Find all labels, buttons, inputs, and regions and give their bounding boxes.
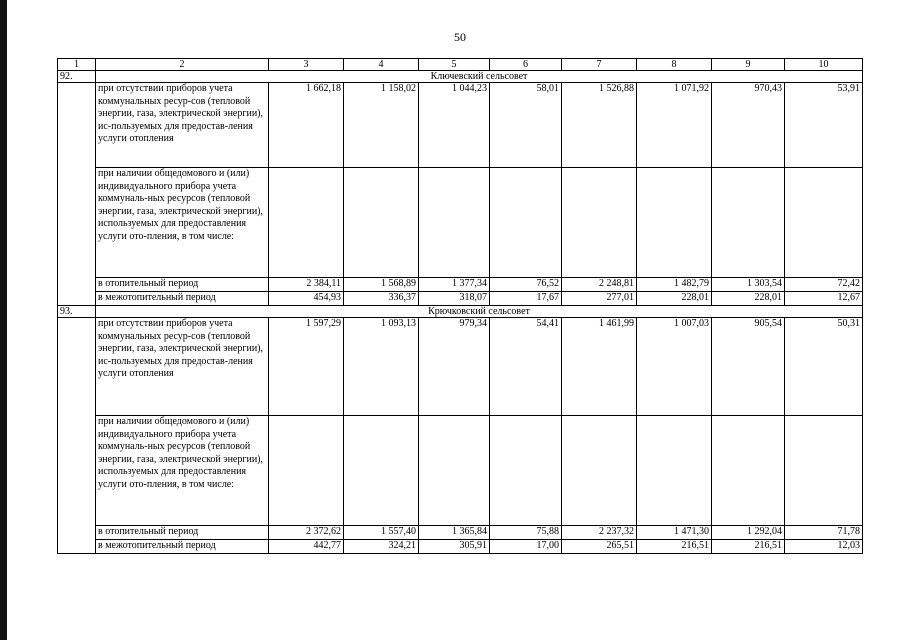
- value-cell: [562, 168, 637, 278]
- value-cell: 979,34: [419, 318, 490, 416]
- section-name: Крючковский сельсовет: [96, 306, 863, 318]
- row-number-cell: [58, 318, 96, 554]
- row-description: в отопительный период: [96, 278, 269, 292]
- value-cell: 1 482,79: [637, 278, 712, 292]
- value-cell: 2 372,62: [269, 526, 344, 540]
- value-cell: 905,54: [712, 318, 785, 416]
- value-cell: 17,00: [490, 540, 562, 554]
- value-cell: 1 471,30: [637, 526, 712, 540]
- value-cell: 216,51: [637, 540, 712, 554]
- table-row: [58, 278, 863, 292]
- column-number: 5: [419, 59, 490, 71]
- value-cell: [269, 168, 344, 278]
- value-cell: [562, 416, 637, 526]
- column-number: 6: [490, 59, 562, 71]
- value-cell: 970,43: [712, 83, 785, 168]
- column-number-row: [58, 59, 863, 71]
- value-cell: 72,42: [785, 278, 863, 292]
- column-number: 4: [344, 59, 419, 71]
- value-cell: 1 377,34: [419, 278, 490, 292]
- value-cell: 1 007,03: [637, 318, 712, 416]
- value-cell: [785, 168, 863, 278]
- value-cell: 1 557,40: [344, 526, 419, 540]
- value-cell: 228,01: [712, 292, 785, 306]
- value-cell: 1 071,92: [637, 83, 712, 168]
- column-number: 3: [269, 59, 344, 71]
- value-cell: [490, 416, 562, 526]
- column-number: 1: [58, 59, 96, 71]
- column-number: 10: [785, 59, 863, 71]
- value-cell: 324,21: [344, 540, 419, 554]
- section-header: [58, 306, 863, 318]
- scan-edge: [0, 0, 7, 640]
- value-cell: [490, 168, 562, 278]
- row-description: при наличии общедомового и (или) индивидуального прибора учета коммуналь-ных ресурсов (тепловой энергии, газа, электрической энергии), используемых для предоставления услуги ото-пления, в том числе:: [96, 416, 269, 526]
- value-cell: 53,91: [785, 83, 863, 168]
- value-cell: 1 597,29: [269, 318, 344, 416]
- value-cell: [785, 416, 863, 526]
- value-cell: 1 461,99: [562, 318, 637, 416]
- value-cell: 1 662,18: [269, 83, 344, 168]
- value-cell: 12,03: [785, 540, 863, 554]
- value-cell: 2 248,81: [562, 278, 637, 292]
- value-cell: 50,31: [785, 318, 863, 416]
- value-cell: 216,51: [712, 540, 785, 554]
- value-cell: 2 384,11: [269, 278, 344, 292]
- table-row: [58, 168, 863, 278]
- section-name: Ключевский сельсовет: [96, 71, 863, 83]
- value-cell: 58,01: [490, 83, 562, 168]
- row-description: при наличии общедомового и (или) индивидуального прибора учета коммуналь-ных ресурсов (тепловой энергии, газа, электрической энергии), используемых для предоставления услуги ото-пления, в том числе:: [96, 168, 269, 278]
- value-cell: 54,41: [490, 318, 562, 416]
- value-cell: 1 303,54: [712, 278, 785, 292]
- column-number: 2: [96, 59, 269, 71]
- value-cell: [637, 416, 712, 526]
- column-number: 8: [637, 59, 712, 71]
- value-cell: 277,01: [562, 292, 637, 306]
- value-cell: 228,01: [637, 292, 712, 306]
- tariff-table: [57, 58, 863, 554]
- value-cell: 265,51: [562, 540, 637, 554]
- value-cell: 75,88: [490, 526, 562, 540]
- value-cell: [344, 416, 419, 526]
- table-row: [58, 292, 863, 306]
- section-header: [58, 71, 863, 83]
- value-cell: 1 044,23: [419, 83, 490, 168]
- row-number-cell: [58, 83, 96, 306]
- value-cell: 442,77: [269, 540, 344, 554]
- row-description: в межотопительный период: [96, 292, 269, 306]
- value-cell: 1 292,04: [712, 526, 785, 540]
- table-row: [58, 526, 863, 540]
- column-number: 9: [712, 59, 785, 71]
- value-cell: 336,37: [344, 292, 419, 306]
- table-row: [58, 540, 863, 554]
- value-cell: 1 158,02: [344, 83, 419, 168]
- section-number: 93.: [58, 306, 96, 318]
- value-cell: 454,93: [269, 292, 344, 306]
- value-cell: 1 093,13: [344, 318, 419, 416]
- value-cell: [419, 168, 490, 278]
- value-cell: 318,07: [419, 292, 490, 306]
- value-cell: 1 568,89: [344, 278, 419, 292]
- row-description: в отопительный период: [96, 526, 269, 540]
- column-number: 7: [562, 59, 637, 71]
- value-cell: [269, 416, 344, 526]
- value-cell: [712, 168, 785, 278]
- table-row: [58, 83, 863, 168]
- row-description: при отсутствии приборов учета коммунальных ресур-сов (тепловой энергии, газа, электрической энергии), ис-пользуемых для предостав-ления услуги отопления: [96, 83, 269, 168]
- row-description: при отсутствии приборов учета коммунальных ресур-сов (тепловой энергии, газа, электрической энергии), ис-пользуемых для предостав-ления услуги отопления: [96, 318, 269, 416]
- value-cell: 2 237,32: [562, 526, 637, 540]
- value-cell: [637, 168, 712, 278]
- row-description: в межотопительный период: [96, 540, 269, 554]
- value-cell: 1 365,84: [419, 526, 490, 540]
- value-cell: 76,52: [490, 278, 562, 292]
- section-number: 92.: [58, 71, 96, 83]
- table-row: [58, 318, 863, 416]
- page-number: 50: [454, 30, 466, 44]
- value-cell: [344, 168, 419, 278]
- value-cell: [712, 416, 785, 526]
- value-cell: 12,67: [785, 292, 863, 306]
- value-cell: 305,91: [419, 540, 490, 554]
- table-row: [58, 416, 863, 526]
- value-cell: 17,67: [490, 292, 562, 306]
- value-cell: 71,78: [785, 526, 863, 540]
- value-cell: [419, 416, 490, 526]
- value-cell: 1 526,88: [562, 83, 637, 168]
